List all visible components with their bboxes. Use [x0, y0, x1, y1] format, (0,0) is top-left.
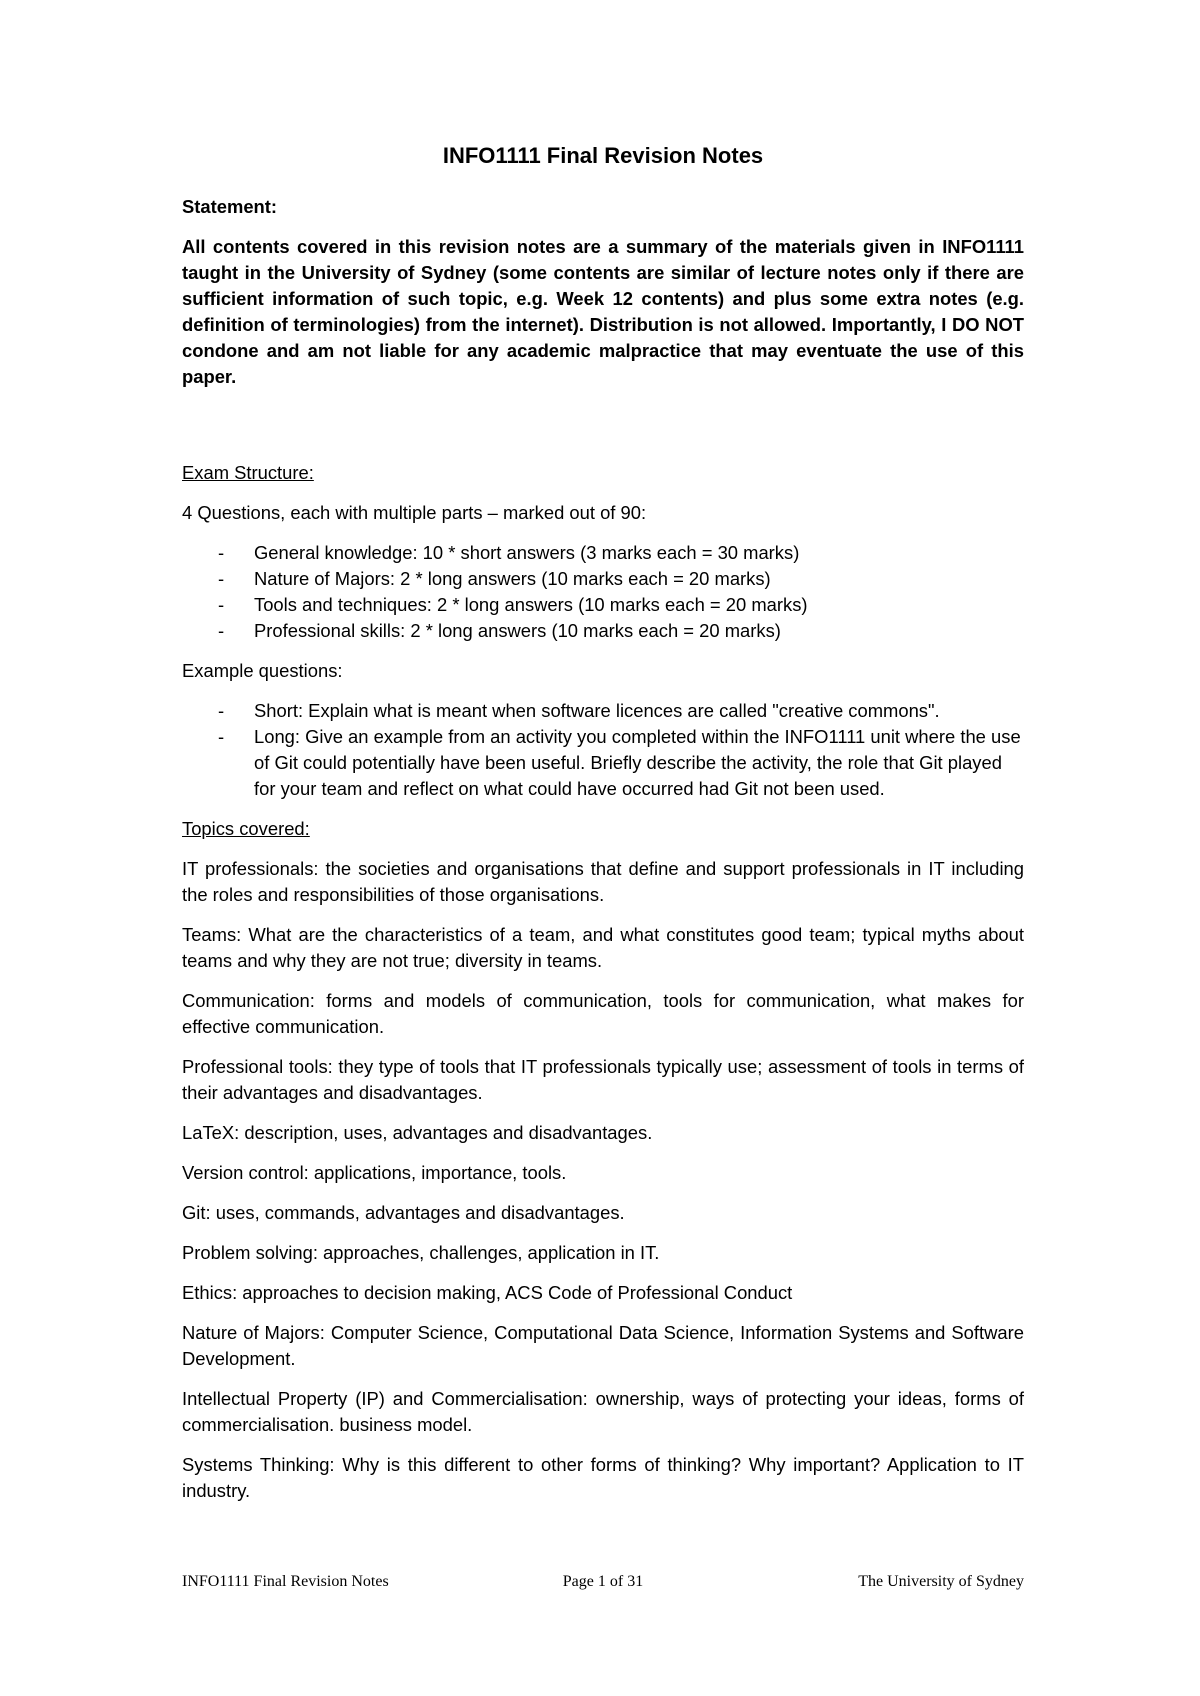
dash-bullet-icon: - — [218, 620, 225, 641]
topic-paragraph: Teams: What are the characteristics of a team, and what constitutes good team; typical myths about teams and why they are not true; diversity in teams. — [182, 924, 1024, 971]
exam-item-text: General knowledge: 10 * short answers (3 marks each = 30 marks) — [254, 542, 800, 563]
exam-intro: 4 Questions, each with multiple parts – marked out of 90: — [182, 502, 647, 523]
dash-bullet-icon: - — [218, 542, 225, 563]
example-item — [182, 698, 1024, 724]
topic-paragraph: Systems Thinking: Why is this different to other forms of thinking? Why important? Application to IT industry. — [182, 1454, 1024, 1501]
example-questions-heading: Example questions: — [182, 660, 343, 681]
page-content — [182, 142, 1024, 1518]
exam-items-list — [182, 540, 1024, 644]
exam-item — [182, 566, 1024, 592]
dash-bullet-icon: - — [218, 726, 225, 747]
topic-paragraph: Ethics: approaches to decision making, ACS Code of Professional Conduct — [182, 1282, 793, 1303]
footer-institution: The University of Sydney — [858, 1573, 1024, 1590]
exam-item-text: Professional skills: 2 * long answers (10 marks each = 20 marks) — [254, 620, 781, 641]
exam-item-text: Nature of Majors: 2 * long answers (10 marks each = 20 marks) — [254, 568, 771, 589]
exam-item-text: Tools and techniques: 2 * long answers (10 marks each = 20 marks) — [254, 594, 808, 615]
example-items-list — [182, 698, 1024, 802]
page-footer — [182, 1570, 1024, 1594]
topic-paragraph: Problem solving: approaches, challenges, application in IT. — [182, 1242, 660, 1263]
topic-paragraph: Intellectual Property (IP) and Commercialisation: ownership, ways of protecting your ideas, forms of commercialisation. business model. — [182, 1388, 1024, 1435]
dash-bullet-icon: - — [218, 594, 225, 615]
topic-paragraph: Version control: applications, importance, tools. — [182, 1162, 567, 1183]
example-item-text: Short: Explain what is meant when software licences are called "creative commons". — [254, 700, 940, 721]
topic-paragraph: Communication: forms and models of communication, tools for communication, what makes for effective communication. — [182, 990, 1024, 1037]
topic-paragraph: LaTeX: description, uses, advantages and disadvantages. — [182, 1122, 653, 1143]
exam-item — [182, 618, 1024, 644]
footer-page-number: Page 1 of 31 — [562, 1573, 644, 1590]
topic-paragraph: Professional tools: they type of tools that IT professionals typically use; assessment of tools in terms of their advantages and disadvantages. — [182, 1056, 1024, 1103]
topics-heading: Topics covered: — [182, 818, 310, 839]
statement-body: All contents covered in this revision notes are a summary of the materials given in INFO1111 taught in the University of Sydney (some contents are similar of lecture notes only if there are sufficient information of such topic, e.g. Week 12 contents) and plus some extra notes (e.g. definition of terminologies) from the internet). Distribution is not allowed. Importantly, I DO NOT condone and am not liable for any academic malpractice that may eventuate the use of this paper. — [182, 236, 1024, 387]
example-item-text: Long: Give an example from an activity you completed within the INFO1111 unit where the use of Git could potentially have been useful. Briefly describe the activity, the role that Git played for your team and reflect on what could have occurred had Git not been used. — [254, 726, 1021, 799]
exam-item — [182, 540, 1024, 566]
topic-paragraph: Git: uses, commands, advantages and disadvantages. — [182, 1202, 625, 1223]
topic-paragraph: IT professionals: the societies and organisations that define and support professionals in IT including the roles and responsibilities of those organisations. — [182, 858, 1024, 905]
footer-document-title: INFO1111 Final Revision Notes — [182, 1573, 389, 1590]
page-title: INFO1111 Final Revision Notes — [442, 143, 764, 168]
exam-structure-heading: Exam Structure: — [182, 462, 314, 483]
statement-label: Statement: — [182, 196, 278, 217]
dash-bullet-icon: - — [218, 700, 225, 721]
topic-paragraph: Nature of Majors: Computer Science, Computational Data Science, Information Systems and Software Development. — [182, 1322, 1024, 1369]
example-item — [182, 724, 1024, 802]
dash-bullet-icon: - — [218, 568, 225, 589]
exam-item — [182, 592, 1024, 618]
